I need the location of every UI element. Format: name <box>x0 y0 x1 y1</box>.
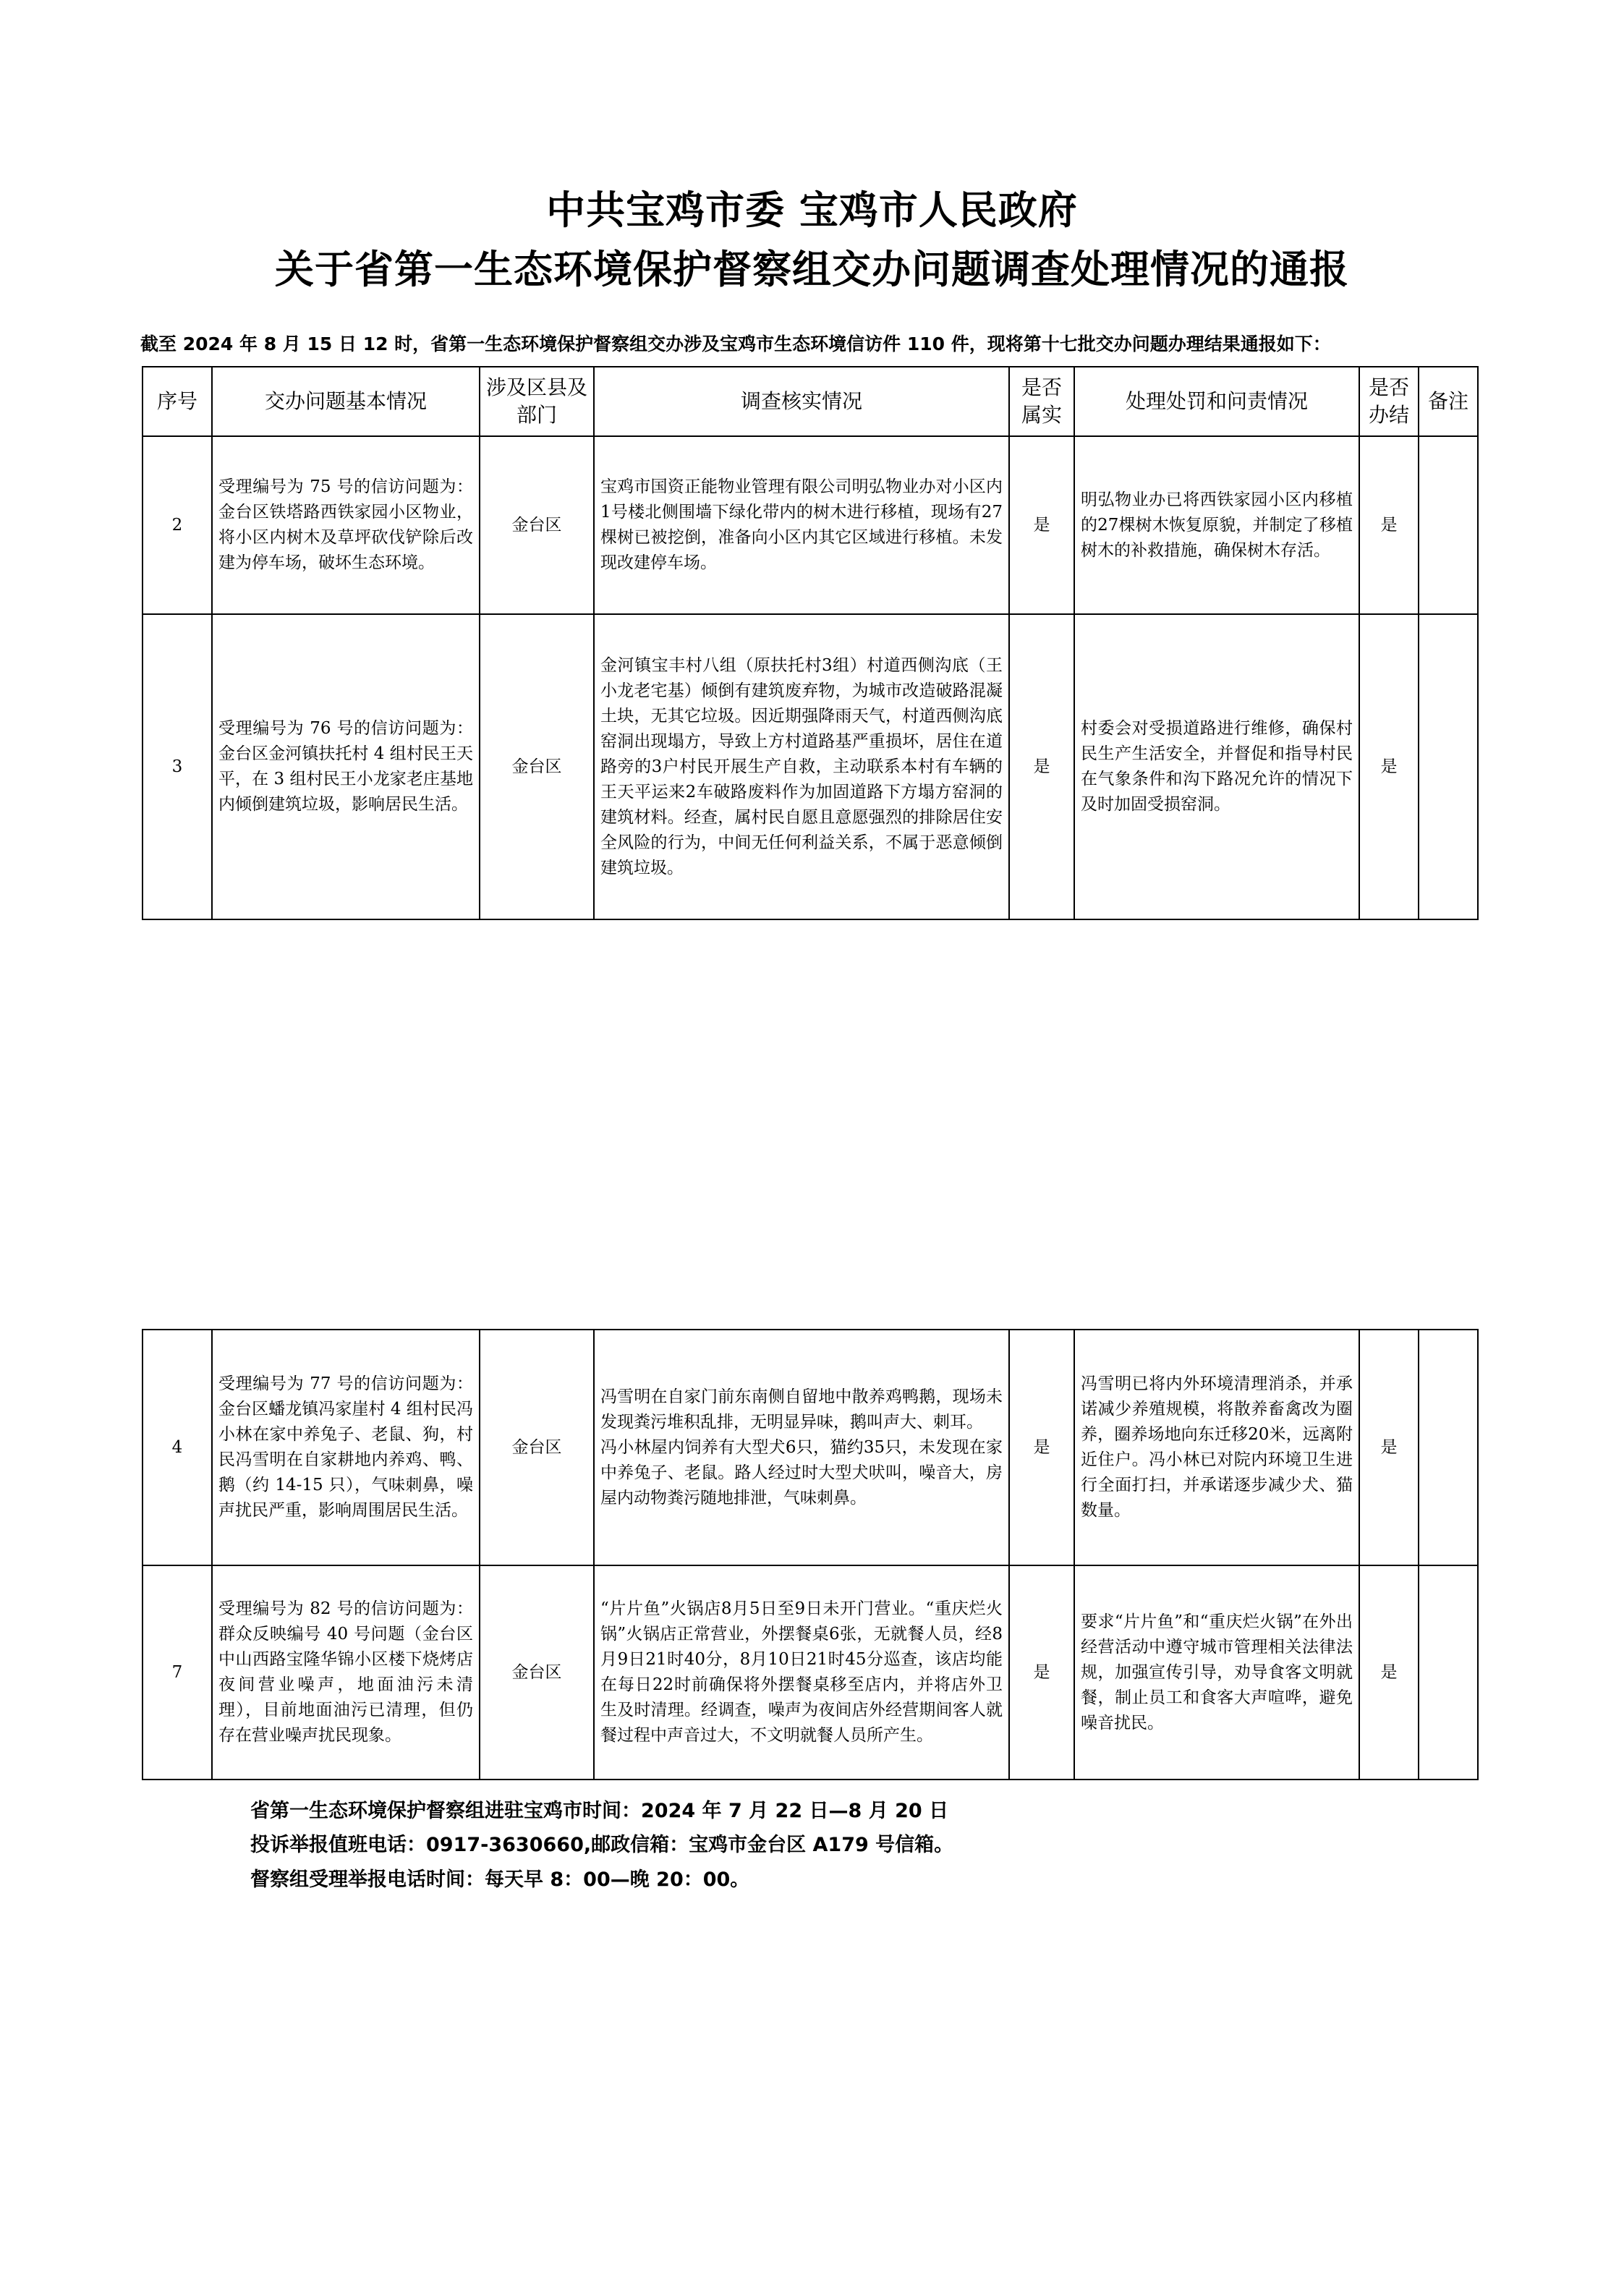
intro-paragraph: 截至 2024 年 8 月 15 日 12 时，省第一生态环境保护督察组交办涉及宝鸡市生态环境信访件 110 件，现将第十七批交办问题办理结果通报如下： <box>140 333 1331 354</box>
header-investigation: 调查核实情况 <box>594 367 1009 436</box>
cell-handling: 明弘物业办已将西铁家园小区内移植的27棵树木恢复原貌，并制定了移植树木的补救措施，确保树木存活。 <box>1074 436 1359 614</box>
cell-district: 金台区 <box>480 1330 594 1565</box>
cell-investigation: 宝鸡市国资正能物业管理有限公司明弘物业办对小区内1号楼北侧围墙下绿化带内的树木进行移植，现场有27棵树已被挖倒，准备向小区内其它区域进行移植。未发现改建停车场。 <box>594 436 1009 614</box>
cell-seq: 3 <box>143 614 212 919</box>
cell-remark <box>1419 1565 1478 1780</box>
header-verified: 是否属实 <box>1009 367 1074 436</box>
cell-issue: 受理编号为 77 号的信访问题为：金台区蟠龙镇冯家崖村 4 组村民冯小林在家中养兔子、老鼠、狗，村民冯雪明在自家耕地内养鸡、鸭、鹅（约 14-15 只），气味刺鼻，噪声扰民严重，影响周围居民生活。 <box>212 1330 480 1565</box>
cell-seq: 2 <box>143 436 212 614</box>
cell-remark <box>1419 436 1478 614</box>
issues-table-page-section-2 <box>142 1329 1479 1780</box>
cell-closed: 是 <box>1359 1565 1419 1780</box>
header-handling: 处理处罚和问责情况 <box>1074 367 1359 436</box>
cell-verified: 是 <box>1009 1330 1074 1565</box>
cell-district: 金台区 <box>480 614 594 919</box>
header-seq: 序号 <box>143 367 212 436</box>
cell-investigation: “片片鱼”火锅店8月5日至9日未开门营业。“重庆烂火锅”火锅店正常营业，外摆餐桌6张，无就餐人员，经8月9日21时40分，8月10日21时45分巡查，该店均能在每日22时前确保将外摆餐桌移至店内，并将店外卫生及时清理。经调查，噪声为夜间店外经营期间客人就餐过程中声音过大，不文明就餐人员所产生。 <box>594 1565 1009 1780</box>
footer-inspection-period: 省第一生态环境保护督察组进驻宝鸡市时间：2024 年 7 月 22 日—8 月 20 日 <box>250 1800 949 1822</box>
cell-remark <box>1419 614 1478 919</box>
document-title-line1: 中共宝鸡市委 宝鸡市人民政府 <box>546 187 1078 233</box>
cell-handling: 冯雪明已将内外环境清理消杀，并承诺减少养殖规模，将散养畜禽改为圈养，圈养场地向东迁移20米，远离附近住户。冯小林已对院内环境卫生进行全面打扫，并承诺逐步减少犬、猫数量。 <box>1074 1330 1359 1565</box>
cell-remark <box>1419 1330 1478 1565</box>
cell-closed: 是 <box>1359 436 1419 614</box>
table-row <box>143 436 1478 614</box>
footer-hotline-hours: 督察组受理举报电话时间：每天早 8：00—晚 20：00。 <box>250 1868 750 1891</box>
cell-issue: 受理编号为 75 号的信访问题为：金台区铁塔路西铁家园小区物业，将小区内树木及草坪砍伐铲除后改建为停车场，破坏生态环境。 <box>212 436 480 614</box>
table-row <box>143 1330 1478 1565</box>
cell-issue: 受理编号为 76 号的信访问题为：金台区金河镇扶托村 4 组村民王天平，在 3 组村民王小龙家老庄基地内倾倒建筑垃圾，影响居民生活。 <box>212 614 480 919</box>
cell-verified: 是 <box>1009 1565 1074 1780</box>
table-header-row <box>143 367 1478 436</box>
cell-seq: 7 <box>143 1565 212 1780</box>
table-row <box>143 614 1478 919</box>
cell-investigation: 冯雪明在自家门前东南侧自留地中散养鸡鸭鹅，现场未发现粪污堆积乱排，无明显异味，鹅叫声大、刺耳。 冯小林屋内饲养有大型犬6只，猫约35只，未发现在家中养兔子、老鼠。路人经过时大型犬吠叫，噪音大，房屋内动物粪污随地排泄，气味刺鼻。 <box>594 1330 1009 1565</box>
table-row <box>143 1565 1478 1780</box>
document-title-line2: 关于省第一生态环境保护督察组交办问题调查处理情况的通报 <box>275 247 1349 292</box>
header-issue: 交办问题基本情况 <box>212 367 480 436</box>
cell-handling: 村委会对受损道路进行维修，确保村民生产生活安全，并督促和指导村民在气象条件和沟下路况允许的情况下及时加固受损窑洞。 <box>1074 614 1359 919</box>
cell-verified: 是 <box>1009 436 1074 614</box>
header-remark: 备注 <box>1419 367 1478 436</box>
cell-district: 金台区 <box>480 1565 594 1780</box>
cell-district: 金台区 <box>480 436 594 614</box>
header-district: 涉及区县及部门 <box>480 367 594 436</box>
footer-hotline: 投诉举报值班电话：0917-3630660,邮政信箱：宝鸡市金台区 A179 号信箱。 <box>250 1834 954 1856</box>
cell-handling: 要求“片片鱼”和“重庆烂火锅”在外出经营活动中遵守城市管理相关法律法规，加强宣传引导，劝导食客文明就餐，制止员工和食客大声喧哗，避免噪音扰民。 <box>1074 1565 1359 1780</box>
cell-verified: 是 <box>1009 614 1074 919</box>
cell-investigation: 金河镇宝丰村八组（原扶托村3组）村道西侧沟底（王小龙老宅基）倾倒有建筑废弃物，为城市改造破路混凝土块，无其它垃圾。因近期强降雨天气，村道西侧沟底窑洞出现塌方，导致上方村道路基严重损坏，居住在道路旁的3户村民开展生产自救，主动联系本村有车辆的王天平运来2车破路废料作为加固道路下方塌方窑洞的建筑材料。经查，属村民自愿且意愿强烈的排除居住安全风险的行为，中间无任何利益关系，不属于恶意倾倒建筑垃圾。 <box>594 614 1009 919</box>
cell-closed: 是 <box>1359 614 1419 919</box>
cell-seq: 4 <box>143 1330 212 1565</box>
header-closed: 是否办结 <box>1359 367 1419 436</box>
issues-table-page-section-1 <box>142 366 1479 920</box>
cell-closed: 是 <box>1359 1330 1419 1565</box>
cell-issue: 受理编号为 82 号的信访问题为：群众反映编号 40 号问题（金台区中山西路宝隆华锦小区楼下烧烤店夜间营业噪声，地面油污未清理），目前地面油污已清理，但仍存在营业噪声扰民现象。 <box>212 1565 480 1780</box>
